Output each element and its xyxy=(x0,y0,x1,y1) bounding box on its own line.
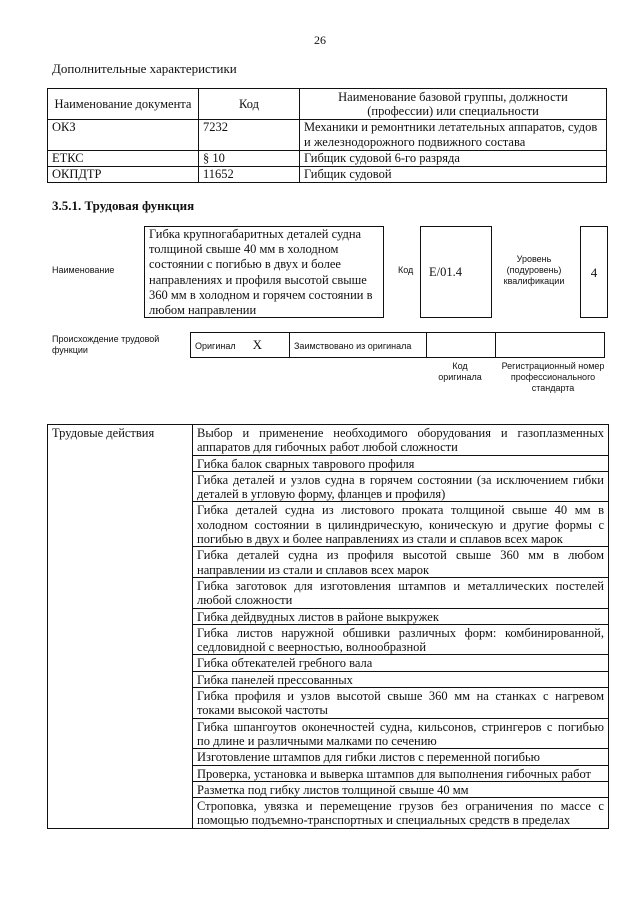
labor-action-item: Гибка деталей судна из профиля высотой свыше 360 мм в любом направлении из стали и сплавов всех марок xyxy=(193,547,609,578)
header-profession: Наименование базовой группы, должности (профессии) или специальности xyxy=(300,89,607,120)
borrowed-label: Заимствовано из оригинала xyxy=(294,340,412,351)
level-box: 4 xyxy=(580,226,608,318)
labor-action-item: Гибка деталей и узлов судна в горячем состоянии (за исключением гибки деталей в угловую форму, фланцев и профиля) xyxy=(193,471,609,502)
labor-actions-table xyxy=(47,424,609,829)
labor-action-item: Гибка заготовок для изготовления штампов и металлических постелей любой сложности xyxy=(193,577,609,608)
labor-action-item: Гибка балок сварных таврового профиля xyxy=(193,455,609,471)
table-row xyxy=(48,120,607,151)
table-header-row xyxy=(48,89,607,120)
cell-doc: ОКЗ xyxy=(48,120,199,151)
labor-action-item: Выбор и применение необходимого оборудования и газоплазменных аппаратов для гибочных работ любой сложности xyxy=(193,425,609,456)
labor-action-item: Строповка, увязка и перемещение грузов без ограничения по массе с помощью подъемно-транспортных и специальных средств в пределах xyxy=(193,798,609,829)
labor-action-item: Гибка профиля и узлов высотой свыше 360 мм на станках с нагревом токами высокой частоты xyxy=(193,688,609,719)
level-label: Уровень (подуровень) квалификации xyxy=(503,254,565,286)
reg-number-cell xyxy=(496,333,605,358)
origin-table xyxy=(190,332,605,358)
borrowed-cell xyxy=(290,333,427,358)
labor-action-item: Гибка деталей судна из листового проката толщиной свыше 40 мм в холодном состоянии в цилиндрическую, коническую и другие формы с погибью в двух и более направлениях из стали и сплавов всех марок xyxy=(193,502,609,547)
labor-action-item: Проверка, установка и выверка штампов для выполнения гибочных работ xyxy=(193,765,609,781)
original-cell xyxy=(191,333,290,358)
cell-name: Механики и ремонтники летательных аппаратов, судов и железнодорожного подвижного состава xyxy=(300,120,607,151)
header-code: Код xyxy=(199,89,300,120)
table-row xyxy=(48,151,607,167)
cell-code: 7232 xyxy=(199,120,300,151)
page-number: 26 xyxy=(314,33,326,47)
header-document: Наименование документа xyxy=(48,89,199,120)
section-title: Дополнительные характеристики xyxy=(52,61,237,76)
cell-doc: ОКПДТР xyxy=(48,167,199,183)
function-title: 3.5.1. Трудовая функция xyxy=(52,198,195,213)
origin-label: Происхождение трудовой функции xyxy=(52,334,160,355)
original-label: Оригинал xyxy=(195,341,236,351)
labor-action-item: Гибка панелей прессованных xyxy=(193,671,609,687)
labor-action-item: Гибка дейдвудных листов в районе выкружек xyxy=(193,608,609,624)
cell-code: 11652 xyxy=(199,167,300,183)
function-name-box: Гибка крупногабаритных деталей судна толщиной свыше 40 мм в холодном состоянии с погибью в двух и более направлениях и профиля высотой свыше 360 мм в холодном и горячем состоянии в любом направлении xyxy=(144,226,384,318)
labor-action-item: Гибка шпангоутов оконечностей судна, кильсонов, стрингеров с погибью по длине и различными малками по сечению xyxy=(193,718,609,749)
original-mark: X xyxy=(252,337,262,352)
origin-code-cell xyxy=(427,333,496,358)
cell-name: Гибщик судовой xyxy=(300,167,607,183)
labor-action-item: Гибка обтекателей гребного вала xyxy=(193,655,609,671)
reg-number-caption: Регистрационный номер профессионального стандарта xyxy=(501,361,605,393)
origin-code-caption: Код оригинала xyxy=(438,361,482,382)
cell-code: § 10 xyxy=(199,151,300,167)
labor-action-item: Изготовление штампов для гибки листов с переменной погибью xyxy=(193,749,609,765)
labor-action-item: Гибка листов наружной обшивки различных форм: комбинированной, седловидной с веерностью, волнообразной xyxy=(193,624,609,655)
labor-action-item: Разметка под гибку листов толщиной свыше 40 мм xyxy=(193,781,609,797)
cell-name: Гибщик судовой 6-го разряда xyxy=(300,151,607,167)
additional-characteristics-table xyxy=(47,88,607,183)
code-label: Код xyxy=(398,265,414,275)
table-row xyxy=(48,167,607,183)
cell-doc: ЕТКС xyxy=(48,151,199,167)
labor-actions-header: Трудовые действия xyxy=(48,425,193,829)
name-label: Наименование xyxy=(52,265,115,275)
table-row xyxy=(48,425,609,456)
function-code-box: E/01.4 xyxy=(420,226,492,318)
